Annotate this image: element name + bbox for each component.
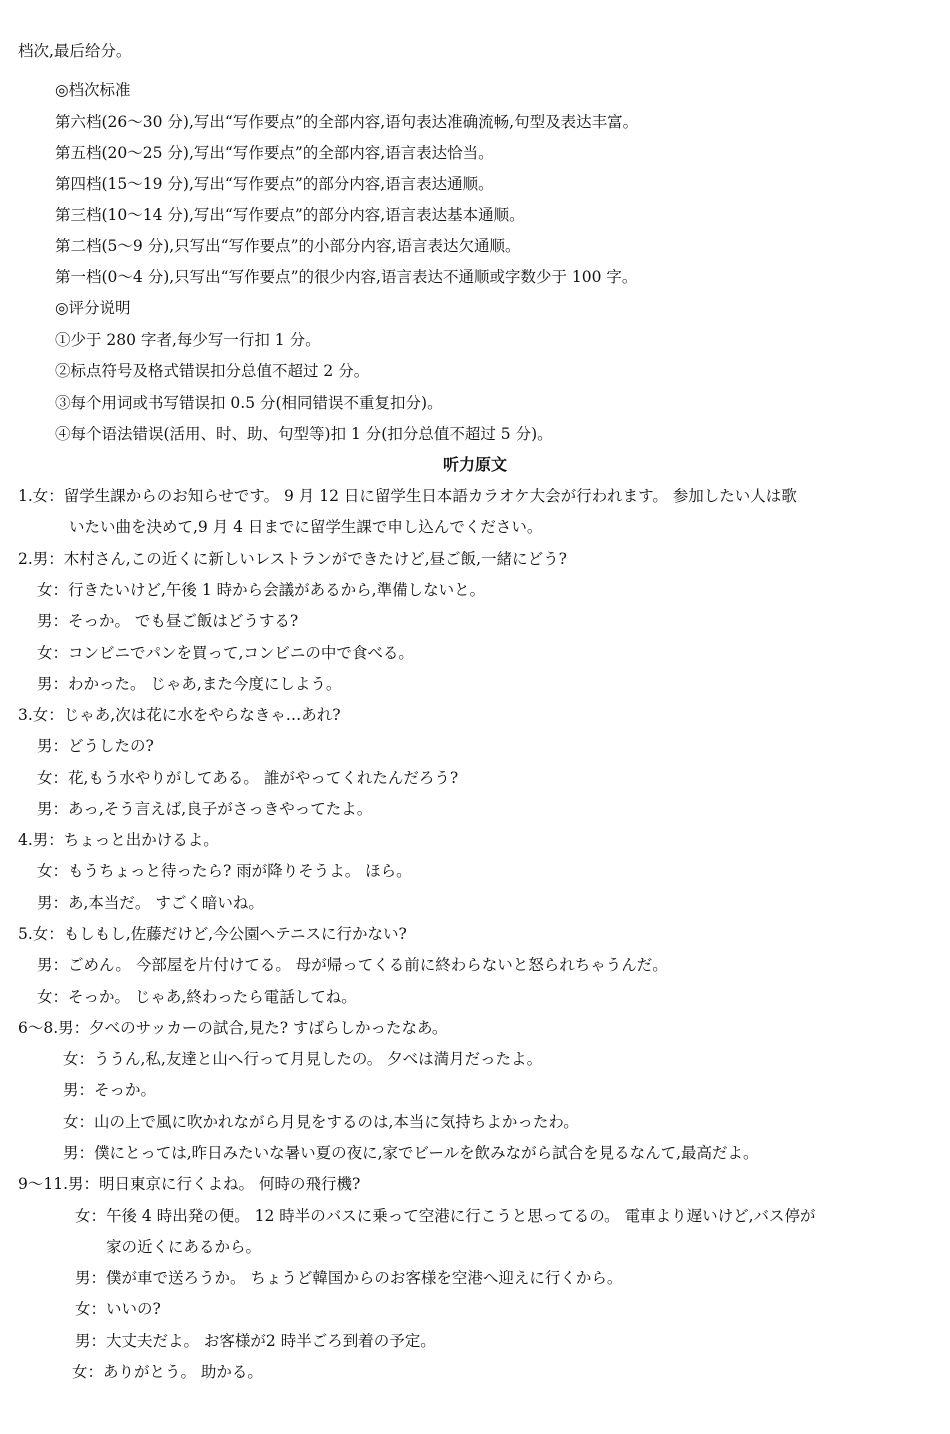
transcript-line: 女：もうちょっと待ったら? 雨が降りそうよ。 ほら。 (37, 862, 412, 880)
transcript-line: 女：いいの? (75, 1300, 161, 1318)
transcript-line: 女：山の上で風に吹かれながら月見をするのは,本当に気持ちよかったわ。 (63, 1113, 579, 1131)
criteria-level-3: 第三档(10～14 分),写出“写作要点”的部分内容,语言表达基本通顺。 (55, 206, 525, 224)
notes-heading: ◎评分说明 (55, 299, 131, 317)
note-item-1: ①少于 280 字者,每少写一行扣 1 分。 (55, 331, 321, 349)
transcript-line: 男：あ,本当だ。 すごく暗いね。 (37, 894, 264, 912)
criteria-level-2: 第二档(5～9 分),只写出“写作要点”的小部分内容,语言表达欠通顺。 (55, 237, 521, 255)
criteria-level-6: 第六档(26～30 分),写出“写作要点”的全部内容,语句表达准确流畅,句型及表达丰富。 (55, 113, 639, 131)
note-item-3: ③每个用词或书写错误扣 0.5 分(相同错误不重复扣分)。 (55, 394, 443, 412)
transcript-line: 女：そっか。 じゃあ,終わったら電話してね。 (37, 988, 357, 1006)
transcript-line: 家の近くにあるから。 (106, 1238, 262, 1256)
transcript-line: 女：午後 4 時出発の便。 12 時半のバスに乗って空港に行こうと思ってるの。 電車より遅いけど,バス停が (75, 1207, 816, 1225)
transcript-line: 男：僕にとっては,昨日みたいな暑い夏の夜に,家でビールを飲みながら試合を見るなんて,最高だよ。 (63, 1144, 759, 1162)
transcript-line: 4.男：ちょっと出かけるよ。 (18, 831, 219, 849)
transcript-title: 听力原文 (442, 455, 507, 474)
note-item-4: ④每个语法错误(活用、时、助、句型等)扣 1 分(扣分总值不超过 5 分)。 (55, 425, 553, 443)
transcript-line: 1.女：留学生課からのお知らせです。 9 月 12 日に留学生日本語カラオケ大会が行われます。 参加したい人は歌 (18, 487, 797, 505)
transcript-line: 男：そっか。 でも昼ご飯はどうする? (37, 612, 299, 630)
transcript-line: 男：ごめん。 今部屋を片付けてる。 母が帰ってくる前に終わらないと怒られちゃうんだ。 (37, 956, 668, 974)
note-item-2: ②标点符号及格式错误扣分总值不超过 2 分。 (55, 362, 370, 380)
transcript-line: 女：花,もう水やりがしてある。 誰がやってくれたんだろう? (37, 769, 459, 787)
transcript-line: 女：ううん,私,友達と山へ行って月見したの。 夕べは満月だったよ。 (63, 1050, 543, 1068)
criteria-level-1: 第一档(0～4 分),只写出“写作要点”的很少内容,语言表达不通顺或字数少于 100 字。 (55, 268, 638, 286)
transcript-line: 男：大丈夫だよ。 お客様が2 時半ごろ到着の予定。 (75, 1332, 436, 1350)
bottom-cut-line: 女：ありがとう。 助かる。 (72, 1363, 263, 1381)
transcript-line: 5.女：もしもし,佐藤だけど,今公園へテニスに行かない? (18, 925, 407, 943)
transcript-line: 9～11.男：明日東京に行くよね。 何時の飛行機? (18, 1175, 361, 1193)
transcript-line: 6～8.男：夕べのサッカーの試合,見た? すばらしかったなあ。 (18, 1019, 448, 1037)
transcript-line: 2.男：木村さん,この近くに新しいレストランができたけど,昼ご飯,一緒にどう? (18, 550, 567, 568)
transcript-line: 女：行きたいけど,午後 1 時から会議があるから,準備しないと。 (37, 581, 486, 599)
transcript-line: 男：僕が車で送ろうか。 ちょうど韓国からのお客様を空港へ迎えに行くから。 (75, 1269, 623, 1287)
transcript-line: 3.女：じゃあ,次は花に水をやらなきゃ…あれ? (18, 706, 341, 724)
transcript-line: 男：どうしたの? (37, 737, 154, 755)
top-cut-line: 档次,最后给分。 (18, 42, 132, 60)
transcript-line: 男：あっ,そう言えば,良子がさっきやってたよ。 (37, 800, 373, 818)
transcript-line: 男：わかった。 じゃあ,また今度にしよう。 (37, 675, 342, 693)
criteria-level-5: 第五档(20～25 分),写出“写作要点”的全部内容,语言表达恰当。 (55, 144, 494, 162)
transcript-line: いたい曲を決めて,9 月 4 日までに留学生課で申し込んでください。 (69, 518, 543, 536)
criteria-level-4: 第四档(15～19 分),写出“写作要点”的部分内容,语言表达通顺。 (55, 175, 494, 193)
criteria-heading: ◎档次标准 (55, 81, 131, 99)
transcript-line: 男：そっか。 (63, 1081, 157, 1099)
transcript-line: 女：コンビニでパンを買って,コンビニの中で食べる。 (37, 644, 414, 662)
